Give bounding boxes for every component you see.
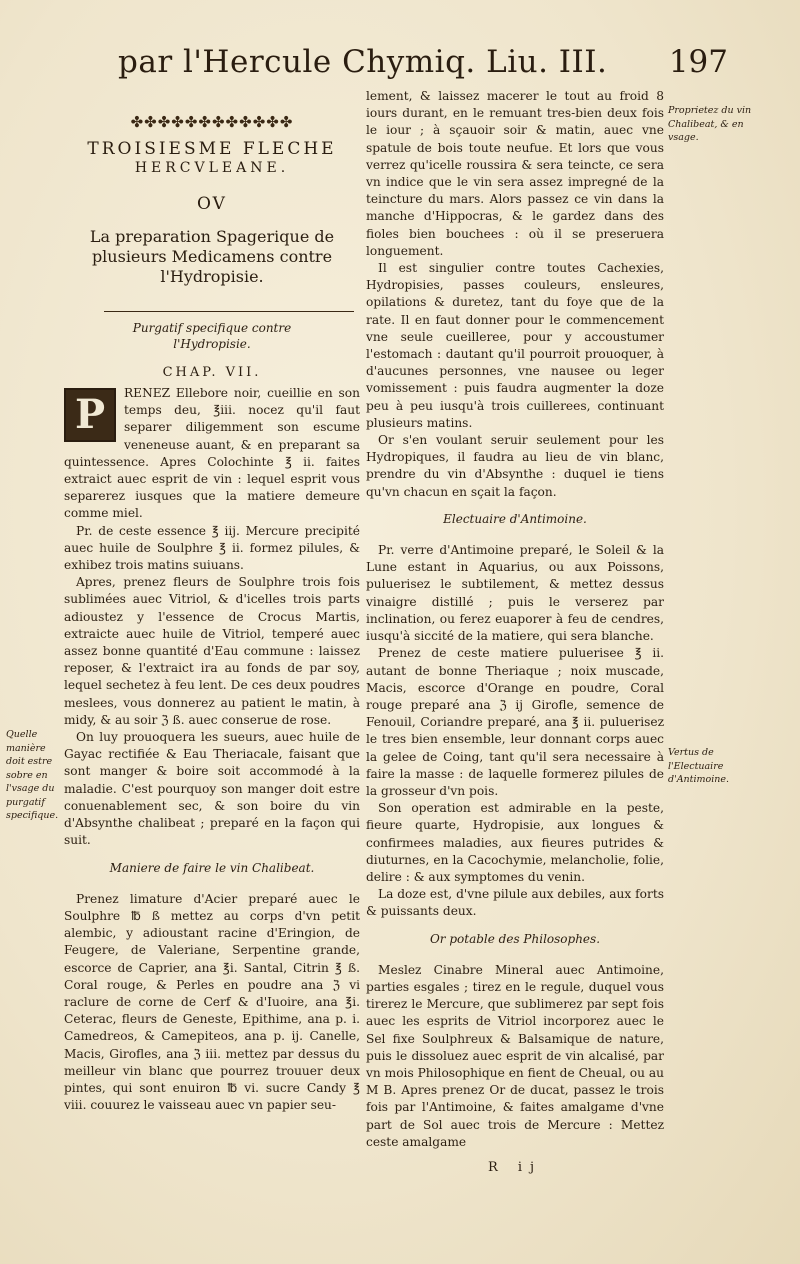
- marginal-note-left: Quelle manière doit estre sobre en l'vsage du purgatif specifique.: [6, 729, 59, 821]
- subheading: Or potable des Philosophes.: [429, 931, 601, 946]
- section-intro: La preparation Spagerique de plusieurs Medicamens contre l'Hydropisie.: [89, 226, 335, 286]
- paragraph: Apres, prenez fleurs de Soulphre trois fois sublimées auec Vitriol, & d'icelles trois parts adioustez y l'essence de Crocus Martis, extraicte auec huile de Vitriol, temperé auec assez bonne quantité d'Eau commune : laissez reposer, & l'extraict ira au fonds de par soy, lequel sechetez à feu lent. De ces deux poudres meslees, vous donnerez au patient le matin, à midy, & au soir ℨ ß. auec conserue de rose.: [64, 575, 360, 727]
- signature-mark: R ij: [487, 1159, 543, 1175]
- opening-paragraph: [64, 385, 360, 523]
- running-title: par l'Hercule Chymiq. Liu. III.: [118, 44, 608, 80]
- subheading: Electuaire d'Antimoine.: [443, 511, 587, 526]
- rubric-line-2: l'Hydropisie.: [173, 336, 251, 351]
- right-column: [366, 88, 664, 1176]
- divider-rule: [104, 311, 354, 312]
- ornament-band: ✤✤✤✤✤✤✤✤✤✤✤✤: [130, 113, 294, 131]
- marginal-note-right-1: Proprietez du vin Chalibeat, & en vsage.: [668, 105, 752, 143]
- decorated-initial: P: [64, 388, 116, 442]
- page-number: 197: [668, 44, 728, 80]
- chapter-heading: CHAP. VII.: [162, 364, 262, 380]
- section-title: TROISIESME FLECHE: [87, 139, 337, 160]
- marginal-note-right-2: Vertus de l'Electuaire d'Antimoine.: [668, 747, 730, 785]
- section-subtitle: HERCVLEANE.: [134, 160, 290, 177]
- paragraph: Prenez de ceste matiere puluerisee ℥ ii. autant de bonne Theriaque ; noix muscade, Macis, escorce d'Orange en poudre, Coral rouge preparé ana ℨ ij Girofle, semence de Fenouil, Coriandre preparé, ana ℥ ii. puluerisez le tres bien ensemble, leur donnant corps auec la gelee de Coing, tant qu'il sera necessaire à faire la masse : de laquelle formerez pilules de la grosseur d'vn pois.: [366, 646, 664, 798]
- subheading: Maniere de faire le vin Chalibeat.: [109, 860, 315, 875]
- rubric-line-1: Purgatif specifique contre: [132, 320, 292, 335]
- paragraph: lement, & laissez macerer le tout au froid 8 iours durant, en le remuant tres-bien deux fois le iour ; à sçauoir soir & matin, auec vne spatule de bois toute neufue. Et lors que vous verrez qu'icelle roussira & sera teincte, ce sera vn indice que le vin sera assez impregné de la teincture du mars. Alors passez ce vin dans la manche d'Hippocras, & le gardez dans des fioles bien bouchees : où il se preseruera longuement.: [366, 89, 664, 258]
- paragraph: Il est singulier contre toutes Cachexies, Hydropisies, passes couleurs, ensleures, opilations & duretez, tant du foye que de la rate. Il en faut donner pour le commencement vne seule cueilleree, pour y accoustumer l'estomach : dautant qu'il pourroit prouoquer, à d'aucunes personnes, vne nausee ou leger vomissement : puis faudra augmenter la doze peu à peu iusqu'à trois cuillerees, continuant plusieurs matins.: [366, 261, 664, 430]
- paragraph: Meslez Cinabre Mineral auec Antimoine, parties esgales ; tirez en le regule, duquel vous tirerez le Mercure, que sublimerez par sept fois auec les esprits de Vitriol incorporez auec le Sel fixe Soulphreux & Balsamique de nature, puis le dissoluez auec esprit de vin alcalisé, par vn mois Philosophique en fient de Cheual, ou au M B. Apres prenez Or de ducat, passez le trois fois par l'Antimoine, & faites amalgame d'vne part de Sol auec trois de Mercure : Mettez ceste amalgame: [366, 962, 664, 1149]
- paragraph: Prenez limature d'Acier preparé auec le Soulphre ℔ ß mettez au corps d'vn petit alembic, y adioustant racine d'Eringion, de Feugere, de Valeriane, Serpentine grande, escorce de Caprier, ana ℥i. Santal, Citrin ℥ ß. Coral rouge, & Perles en poudre ana ℨ vi raclure de corne de Cerf & d'Iuoire, ana ℥i. Ceterac, fleurs de Geneste, Epithime, ana p. i. Camedreos, & Camepiteos, ana p. ij. Canelle, Macis, Girofles, ana ℨ iii. mettez par dessus du meilleur vin blanc que pourrez trouuer deux pintes, qui sont enuiron ℔ vi. sucre Candy ℥ viii. couurez le vaisseau auec vn papier seu-: [64, 891, 360, 1113]
- section-conjunction: OV: [197, 193, 227, 214]
- paragraph: Pr. de ceste essence ℥ iij. Mercure precipité auec huile de Soulphre ℥ ii. formez pilules, & exhibez trois matins suiuans.: [64, 523, 360, 573]
- paragraph: Pr. verre d'Antimoine preparé, le Soleil & la Lune estant in Aquarius, ou aux Poissons, puluerisez le subtilement, & mettez dessus vinaigre distillé ; puis le verserez par inclination, ou ferez euaporer à feu de cendres, iusqu'à siccité de la matiere, qui sera blanche.: [366, 543, 664, 644]
- paragraph: La doze est, d'vne pilule aux debiles, aux forts & puissants deux.: [366, 887, 664, 919]
- left-column: [64, 108, 360, 1114]
- paragraph: On luy prouoquera les sueurs, auec huile de Gayac rectifiée & Eau Theriacale, faisant que sont manger & boire soit accommodé à la maladie. C'est pourquoy son manger doit estre conuenablement sec, & son boire du vin d'Absynthe chalibeat ; preparé en la façon qui suit.: [64, 730, 360, 848]
- paragraph: RENEZ Ellebore noir, cueillie en son temps deu, ℥iii. nocez qu'il faut separer diligemment son escume veneneuse auant, & en preparant sa quintessence. Apres Colochinte ℥ ii. faites extraict auec esprit de vin : lequel esprit vous separerez iusques que la matiere demeure comme miel.: [64, 386, 360, 521]
- paragraph: Son operation est admirable en la peste, fieure quarte, Hydropisie, aux longues & confirmees maladies, aux fieures putrides & diuturnes, en la Cacochymie, melancholie, folie, delire : & aux symptomes du venin.: [366, 801, 664, 884]
- paragraph: Or s'en voulant seruir seulement pour les Hydropiques, il faudra au lieu de vin blanc, prendre du vin d'Absynthe : duquel ie tiens qu'vn chacun en sçait la façon.: [366, 433, 664, 499]
